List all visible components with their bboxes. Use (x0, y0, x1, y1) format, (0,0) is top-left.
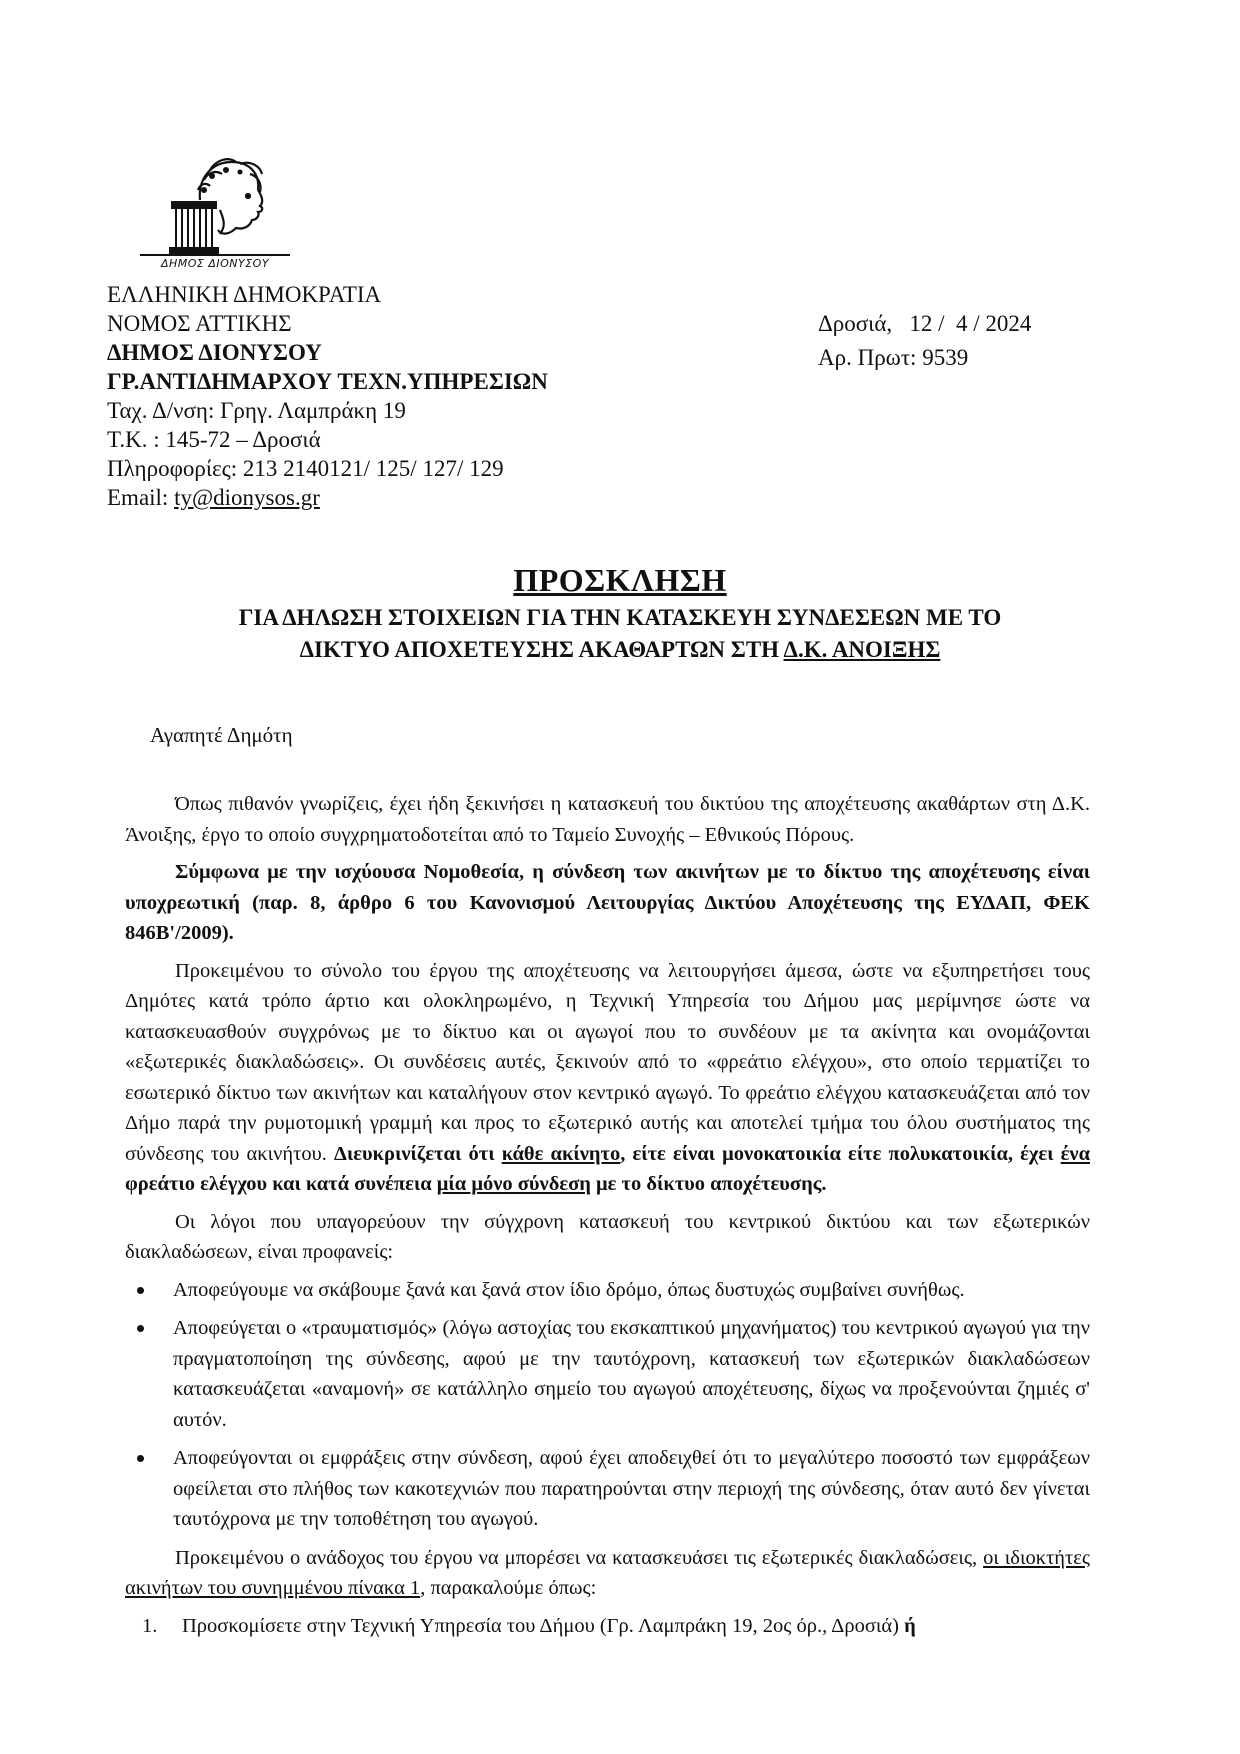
paragraph-3 (125, 956, 1090, 1200)
paragraph-1: Όπως πιθανόν γνωρίζεις, έχει ήδη ξεκινήσει η κατασκευή του δικτύου της αποχέτευσης ακαθάρτων στη Δ.Κ. Άνοιξης, έργο το οποίο συγχρηματοδοτείται από το Ταμείο Συνοχής – Εθνικούς Πόρους. (125, 793, 1090, 846)
sender-postal: Τ.Κ. : 145-72 – Δροσιά (107, 427, 321, 452)
email-label: Email: (107, 485, 175, 510)
sender-municipality: ΔΗΜΟΣ ΔΙΟΝΥΣΟΥ (107, 340, 322, 365)
list-item (125, 1313, 1090, 1435)
paragraph-3-bold-2: , είτε είναι μονοκατοικία είτε πολυκατοικία, έχει (620, 1142, 1061, 1165)
sender-country: ΕΛΛΗΝΙΚΗ ΔΗΜΟΚΡΑΤΙΑ (107, 282, 382, 307)
paragraph-3-bold-3: φρεάτιο ελέγχου και κατά συνέπεια (125, 1173, 437, 1195)
bullet-text: Αποφεύγεται ο «τραυματισμός» (λόγω αστοχίας του εκσκαπτικού μηχανήματος) του κεντρικού αγωγού για την πραγματοποίηση της σύνδεσης, αφού με την ταυτόχρονη, κατασκευή των εξωτερικών διακλαδώσεων κατασκευάζεται «αναμονή» σε κατάλληλο σημείο του αγωγού αποχέτευσης, δίχως να προξενούνται ζημιές σ' αυτόν. (173, 1317, 1090, 1431)
dionysus-head-column-logo-icon (140, 150, 290, 255)
title-block (120, 560, 1120, 666)
list-item (125, 1611, 1090, 1642)
instructions-list (125, 1611, 1090, 1642)
paragraph-3-bold-1: Διευκρινίζεται ότι (334, 1142, 502, 1165)
sender-email (107, 483, 667, 512)
paragraph-4: Οι λόγοι που υπαγορεύουν την σύγχρονη κατασκευή του κεντρικού δικτύου και των εξωτερικών διακλαδώσεων, είναι προφανείς: (125, 1210, 1090, 1263)
letter-body (125, 789, 1090, 1641)
list-number: 1. (142, 1614, 158, 1637)
bullet-icon (137, 1287, 144, 1294)
document-subtitle (120, 602, 1120, 666)
sender-info: Πληροφορίες: 213 2140121/ 125/ 127/ 129 (107, 456, 504, 481)
paragraph-5-text: Προκειμένου ο ανάδοχος του έργου να μπορέσει να κατασκευάσει τις εξωτερικές διακλαδώσεις, (175, 1546, 984, 1569)
sender-office: ΓΡ.ΑΝΤΙΔΗΜΑΡΧΟΥ ΤΕΧΝ.ΥΠΗΡΕΣΙΩΝ (107, 369, 548, 394)
sender-prefecture: ΝΟΜΟΣ ΑΤΤΙΚΗΣ (107, 311, 292, 336)
greeting: Αγαπητέ Δημότη (150, 723, 293, 747)
list-text: Προσκομίσετε στην Τεχνική Υπηρεσία του Δήμου (Γρ. Λαμπράκη 19, 2ος όρ., Δροσιά) (182, 1614, 905, 1637)
paragraph-3-text: Προκειμένου το σύνολο του έργου της αποχέτευσης να λειτουργήσει άμεσα, ώστε να εξυπηρετήσει τους Δημότες κατά τρόπο άρτιο και ολοκληρωμένο, η Τεχνική Υπηρεσία του Δήμου μας μερίμνησε ώστε να κατασκευασθούν συγχρόνως με το δίκτυο και οι αγωγοί που το συνδέουν με τα ακίνητα και ονομάζονται «εξωτερικές διακλαδώσεις». Οι συνδέσεις αυτές, ξεκινούν από το «φρεάτιο ελέγχου», στο οποίο τερματίζει το εσωτερικό δίκτυο των ακινήτων και καταλήγουν στον κεντρικό αγωγό. Το φρεάτιο ελέγχου κατασκευάζεται από τον Δήμο παρά την ρυμοτομική γραμμή και προς το εξωτερικό αυτής και αποτελεί τμήμα του όλου συστήματος της σύνδεσης του ακινήτου. (125, 959, 1090, 1165)
paragraph-3-underlined-3: μία μόνο σύνδεση (436, 1173, 591, 1195)
subtitle-line-2-text: ΔΙΚΤΥΟ ΑΠΟΧΕΤΕΥΣΗΣ ΑΚΑΘΑΡΤΩΝ ΣΤΗ (299, 637, 784, 662)
subtitle-line-2-underlined: Δ.Κ. ΑΝΟΙΞΗΣ (783, 637, 941, 662)
document-title: ΠΡΟΣΚΛΗΣΗ (513, 562, 727, 598)
subtitle-line-1: ΓΙΑ ΔΗΛΩΣΗ ΣΤΟΙΧΕΙΩΝ ΓΙΑ ΤΗΝ ΚΑΤΑΣΚΕΥΗ ΣΥΝΔΕΣΕΩΝ ΜΕ ΤΟ (238, 605, 1002, 630)
bullet-icon (137, 1325, 144, 1332)
paragraph-2: Σύμφωνα με την ισχύουσα Νομοθεσία, η σύνδεση των ακινήτων με το δίκτυο της αποχέτευσης είναι υποχρεωτική (παρ. 8, άρθρο 6 του Κανονισμού Λειτουργίας Δικτύου Αποχέτευσης της ΕΥΔΑΠ, ΦΕΚ 846Β'/2009). (125, 861, 1090, 944)
paragraph-5 (125, 1543, 1090, 1604)
sender-address: Ταχ. Δ/νση: Γρηγ. Λαμπράκη 19 (107, 398, 406, 423)
list-item (125, 1275, 1090, 1306)
email-link[interactable]: ty@dionysos.gr (174, 485, 320, 510)
place-date: Δροσιά, 12 / 4 / 2024 (818, 311, 1032, 336)
paragraph-3-bold-4: με το δίκτυο αποχέτευσης. (590, 1173, 827, 1195)
protocol-number: Αρ. Πρωτ: 9539 (818, 345, 969, 370)
bullet-text: Αποφεύγουμε να σκάβουμε ξανά και ξανά στον ίδιο δρόμο, όπως δυστυχώς συμβαίνει συνήθως. (173, 1278, 965, 1301)
list-item (125, 1443, 1090, 1535)
reasons-list (125, 1275, 1090, 1535)
bullet-icon (137, 1455, 144, 1462)
paragraph-3-underlined-1: κάθε ακίνητο (501, 1142, 621, 1165)
sender-block (107, 280, 667, 512)
municipality-logo (140, 150, 290, 268)
bullet-text: Αποφεύγονται οι εμφράξεις στην σύνδεση, αφού έχει αποδειχθεί ότι το μεγαλύτερο ποσοστό των εμφράξεων οφείλεται στο πλήθος των κακοτεχνιών που παρατηρούνται στην περιοχή της σύνδεσης, όταν αυτό δεν γίνεται ταυτόχρονα με την τοποθέτηση του αγωγού. (173, 1447, 1090, 1530)
logo-caption: ΔΗΜΟΣ ΔΙΟΝΥΣΟΥ (140, 254, 290, 270)
list-text-bold: ή (904, 1614, 916, 1637)
paragraph-3-underlined-2: ένα (1060, 1142, 1091, 1165)
document-meta (818, 307, 1118, 375)
subtitle-line-2 (120, 634, 1120, 666)
paragraph-5-underlined: οι ιδιοκτήτες ακινήτων του συνημμένου πίνακα 1 (125, 1546, 1090, 1599)
paragraph-5-end: , παρακαλούμε όπως: (420, 1577, 597, 1599)
